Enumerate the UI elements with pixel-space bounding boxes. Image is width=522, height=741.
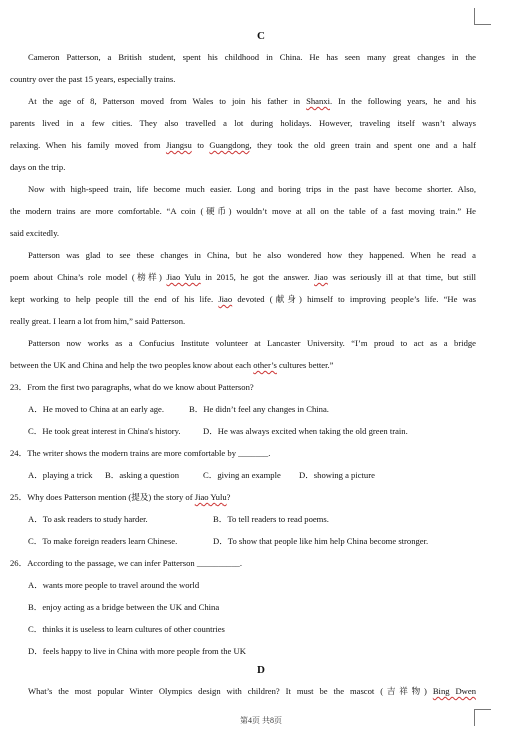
para4-line1: Patterson was glad to see these changes in China, but he also wondered how they happened. When he read a [28, 250, 476, 260]
question-26-option-d: D．feels happy to live in China with more people from the UK [28, 646, 246, 656]
proper-noun-jiao: Jiao [314, 272, 328, 282]
question-25-option-d: D．To show that people like him help China become stronger. [213, 536, 429, 546]
para2-line2: parents lived in a few cities. They also travelled a lot during holidays. However, traveling itself wasn’t always [10, 118, 476, 128]
para3-line3: said excitedly. [10, 228, 60, 238]
question-24-option-c: C．giving an example [203, 470, 281, 480]
question-25-option-c: C．To make foreign readers learn Chinese. [28, 536, 178, 546]
para2-line4: days on the trip. [10, 162, 66, 172]
proper-noun-jiangsu: Jiangsu [165, 140, 192, 150]
proper-noun-jiao-yulu-2: Jiao Yulu [194, 492, 227, 502]
para2-line3: relaxing. When his family moved from Jiangsu to Guangdong, they took the old green train and spent one and a half [10, 140, 477, 150]
proper-noun-shanxi: Shanxi [306, 96, 330, 106]
section-d-line1: What’s the most popular Winter Olympics design with children? It must be the mascot (吉祥物) Bing Dwen [28, 686, 476, 696]
question-26-option-c: C．thinks it is useless to learn cultures of other countries [28, 624, 225, 634]
question-24-stem: 24．The writer shows the modern trains are more comfortable by _______. [10, 448, 271, 458]
para5-line2: between the UK and China and help the two peoples know about each other’s cultures better.” [10, 360, 334, 370]
para1-line1: Cameron Patterson, a British student, spent his childhood in China. He has seen many great changes in the [28, 52, 476, 62]
question-24-option-b: B．asking a question [105, 470, 179, 480]
question-26-option-a: A．wants more people to travel around the world [28, 580, 200, 590]
question-23-option-d: D．He was always excited when taking the old green train. [203, 426, 408, 436]
crop-mark-top-right [474, 8, 491, 25]
question-23-stem: 23．From the first two paragraphs, what do we know about Patterson? [10, 382, 254, 392]
para4-line3: kept working to help people till the end of his life. Jiao devoted (献身) himself to improving people’s life. “He was [10, 294, 476, 304]
crop-mark-bottom-right [474, 709, 491, 726]
question-25-option-b: B．To tell readers to read poems. [213, 514, 329, 524]
question-25-stem: 25．Why does Patterson mention (提及) the story of Jiao Yulu? [10, 492, 231, 502]
question-24-option-d: D．showing a picture [299, 470, 375, 480]
question-23-option-b: B．He didn’t feel any changes in China. [189, 404, 329, 414]
question-25-option-a: A．To ask readers to study harder. [28, 514, 148, 524]
para3-line2: the modern trains are more comfortable. “A coin (硬币) wouldn’t move at all on the table of a fast moving train.” He [10, 206, 476, 216]
question-26-stem: 26．According to the passage, we can infer Patterson __________. [10, 558, 242, 568]
para1-line2: country over the past 15 years, especially trains. [10, 74, 176, 84]
section-d-title: D [257, 664, 265, 676]
question-24-option-a: A．playing a trick [28, 470, 93, 480]
para2-line1: At the age of 8, Patterson moved from Wales to join his father in Shanxi. In the following years, he and his [28, 96, 476, 106]
question-26-option-b: B．enjoy acting as a bridge between the UK and China [28, 602, 220, 612]
section-c-title: C [257, 30, 265, 42]
word-others: other’s [253, 360, 277, 370]
page-footer: 第4页 共8页 [240, 716, 282, 725]
para4-line4: really great. I learn a lot from him,” said Patterson. [10, 316, 186, 326]
para4-line2: poem about China’s role model (榜样) Jiao Yulu in 2015, he got the answer. Jiao was seriously ill at that time, but still [10, 272, 476, 282]
para3-line1: Now with high-speed train, life become much easier. Long and boring trips in the past have become shorter. Also, [28, 184, 476, 194]
proper-noun-bing-dwen: Bing Dwen [432, 686, 476, 696]
proper-noun-guangdong: Guangdong [209, 140, 250, 150]
question-23-option-a: A．He moved to China at an early age. [28, 404, 165, 414]
proper-noun-jiao-yulu: Jiao Yulu [166, 272, 201, 282]
question-23-option-c: C．He took great interest in China's history. [28, 426, 181, 436]
proper-noun-jiao-2: Jiao [218, 294, 233, 304]
para5-line1: Patterson now works as a Confucius Institute volunteer at Lancaster University. “I’m proud to act as a bridge [28, 338, 476, 348]
